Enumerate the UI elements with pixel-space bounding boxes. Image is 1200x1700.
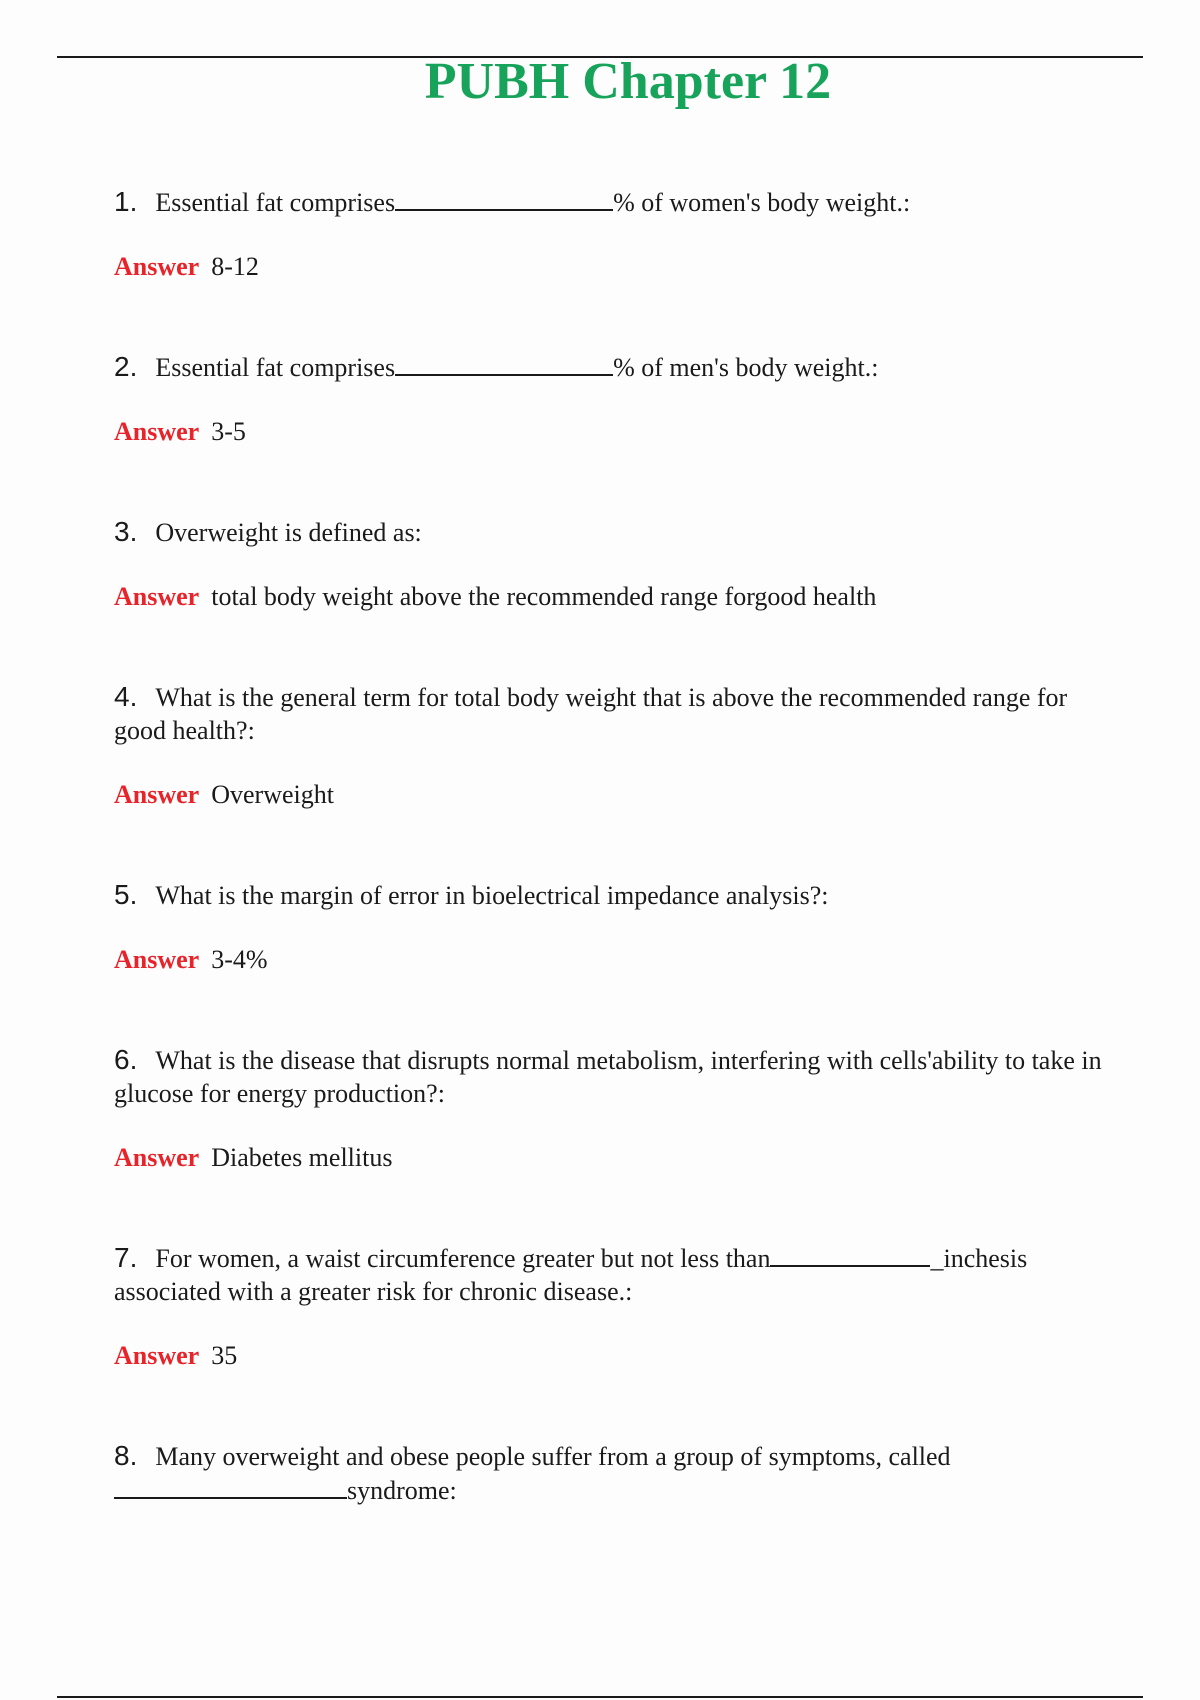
answer-text: 8-12 [211,252,259,281]
answer-blank [395,185,613,211]
question-number: 1. [114,186,138,217]
answer-text: 3-5 [211,417,246,446]
answer-1 [114,250,259,283]
answer-label: Answer [114,945,200,974]
answer-label: Answer [114,417,200,446]
question-7 [114,1241,1119,1308]
question-5 [114,878,1119,912]
question-text: Many overweight and obese people suffer from a group of symptoms, called [155,1442,951,1471]
answer-7 [114,1339,237,1372]
question-text: Essential fat comprises [155,353,396,382]
question-text: What is the general term for total body weight that is above the recommended range for good health?: [114,683,1068,745]
question-number: 2. [114,351,138,382]
question-number: 7. [114,1242,138,1273]
document-title: PUBH Chapter 12 [424,53,832,110]
question-text: % of men's body weight.: [613,353,879,382]
answer-blank [114,1473,347,1499]
answer-label: Answer [114,582,200,611]
question-number: 4. [114,681,138,712]
question-text: _inchesis associated with a greater risk for chronic disease.: [114,1244,1028,1306]
question-8 [114,1439,1119,1507]
question-4 [114,680,1119,747]
question-text: % of women's body weight.: [613,188,911,217]
question-6 [114,1043,1119,1110]
answer-5 [114,943,268,976]
question-text: Overweight is defined as: [155,518,422,547]
question-text: What is the margin of error in bioelectrical impedance analysis?: [155,881,829,910]
answer-blank [770,1241,930,1267]
answer-text: Diabetes mellitus [211,1143,393,1172]
question-1 [114,185,1119,219]
question-2 [114,350,1119,384]
answer-3 [114,580,876,613]
question-number: 5. [114,879,138,910]
question-text: Essential fat comprises [155,188,396,217]
answer-2 [114,415,246,448]
answer-label: Answer [114,1143,200,1172]
answer-text: total body weight above the recommended range forgood health [211,582,877,611]
bottom-rule [57,1696,1143,1698]
answer-text: 3-4% [211,945,268,974]
answer-label: Answer [114,780,200,809]
answer-label: Answer [114,1341,200,1370]
question-number: 6. [114,1044,138,1075]
question-3 [114,515,1119,549]
answer-4 [114,778,334,811]
answer-6 [114,1141,392,1174]
answer-label: Answer [114,252,200,281]
question-number: 8. [114,1440,138,1471]
answer-text: 35 [211,1341,238,1370]
question-text: For women, a waist circumference greater but not less than [155,1244,771,1273]
answer-blank [395,350,613,376]
question-number: 3. [114,516,138,547]
answer-text: Overweight [211,780,334,809]
question-text: What is the disease that disrupts normal metabolism, interfering with cells'ability to take in glucose for energy production?: [114,1046,1102,1108]
question-text: syndrome: [347,1476,457,1505]
